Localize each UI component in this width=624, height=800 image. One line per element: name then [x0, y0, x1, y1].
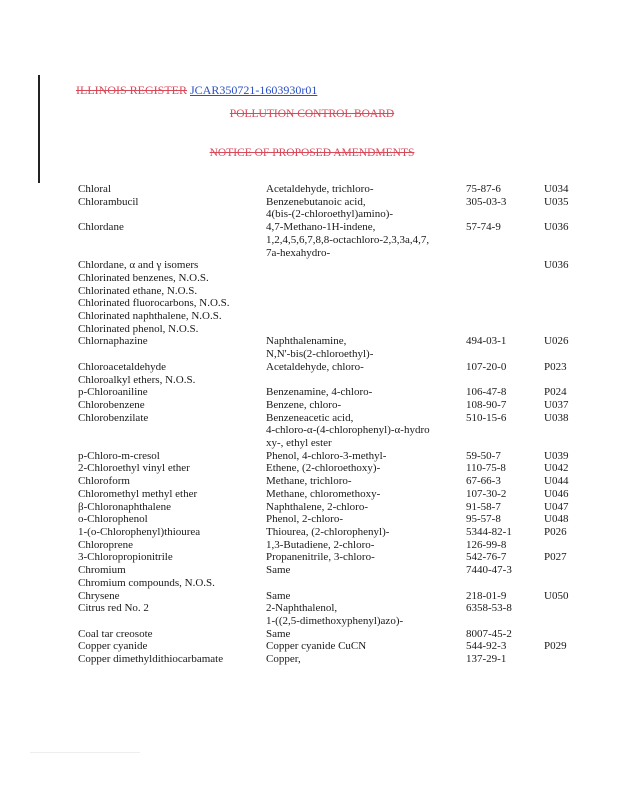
waste-code [544, 247, 584, 260]
register-inserted-text: JCAR350721-1603930r01 [190, 83, 318, 97]
waste-code [544, 297, 584, 310]
waste-code: U044 [544, 475, 569, 488]
cas-number: 5344-82-1 [466, 525, 512, 538]
synonym: Thiourea, (2-chlorophenyl)- [266, 525, 390, 538]
constituent-name: Chlorinated naphthalene, N.O.S. [78, 310, 222, 323]
constituent-name: Chlorinated fluorocarbons, N.O.S. [78, 297, 230, 310]
constituent-name: Chlorinated phenol, N.O.S. [78, 322, 199, 335]
constituent-name: Copper dimethyldithiocarbamate [78, 653, 224, 666]
table-row [78, 208, 584, 221]
synonym: Naphthalenamine, [266, 335, 347, 348]
waste-code: U042 [544, 462, 569, 475]
waste-code: U047 [544, 500, 569, 513]
cas-number: 106-47-8 [466, 386, 507, 399]
waste-code: P029 [544, 640, 567, 653]
waste-code [544, 208, 584, 221]
waste-code [544, 285, 584, 298]
synonym: Same [266, 589, 291, 602]
table-row [78, 424, 584, 437]
table-row [78, 386, 584, 399]
waste-code: U037 [544, 398, 569, 411]
waste-code: P027 [544, 551, 567, 564]
waste-code [544, 310, 584, 323]
synonym: Benzenebutanoic acid, [266, 195, 366, 208]
constituent-name: β-Chloronaphthalene [78, 500, 171, 513]
constituent-name: Chlorambucil [78, 195, 139, 208]
synonym: Benzene, chloro- [266, 398, 342, 411]
table-row [78, 551, 584, 564]
cas-number [466, 247, 544, 260]
board-title: POLLUTION CONTROL BOARD [229, 108, 395, 120]
waste-code [544, 424, 584, 437]
cas-number [466, 285, 544, 298]
table-row [78, 183, 584, 196]
table-row [78, 615, 584, 628]
constituent-name: Chromium compounds, N.O.S. [78, 576, 215, 589]
waste-code: U035 [544, 195, 569, 208]
constituent-name: Chromium [78, 564, 126, 577]
synonym: Naphthalene, 2-chloro- [266, 500, 369, 513]
synonym: Methane, chloromethoxy- [266, 487, 381, 500]
cas-number: 108-90-7 [466, 398, 507, 411]
cas-number: 126-99-8 [466, 538, 507, 551]
constituent-name: o-Chlorophenol [78, 513, 148, 526]
synonym: Phenol, 4-chloro-3-methyl- [266, 449, 387, 462]
waste-code: U036 [544, 259, 569, 272]
synonym: Benzeneacetic acid, [266, 411, 354, 424]
synonym [266, 310, 466, 323]
waste-code: P024 [544, 386, 567, 399]
synonym: xy-, ethyl ester [266, 437, 332, 450]
cas-number: 218-01-9 [466, 589, 507, 602]
constituent-name: Chlorobenzene [78, 398, 145, 411]
table-row [78, 628, 584, 641]
synonym: 1,2,4,5,6,7,8,8-octachloro-2,3,3a,4,7, [266, 233, 430, 246]
cas-number: 305-03-3 [466, 195, 507, 208]
waste-code: U036 [544, 221, 569, 234]
constituent-name [78, 615, 266, 628]
table-row [78, 488, 584, 501]
cas-number: 57-74-9 [466, 221, 501, 234]
table-row [78, 462, 584, 475]
synonym: 4-chloro-α-(4-chlorophenyl)-α-hydro [266, 424, 430, 437]
cas-number: 75-87-6 [466, 183, 501, 195]
cas-number: 107-20-0 [466, 360, 507, 373]
constituent-name: p-Chloroaniline [78, 386, 148, 399]
constituent-name: Chloroform [78, 475, 130, 488]
synonym: Ethene, (2-chloroethoxy)- [266, 462, 381, 475]
constituent-name [78, 208, 266, 221]
cas-number [466, 208, 544, 221]
notice-title: NOTICE OF PROPOSED AMENDMENTS [209, 147, 415, 159]
cas-number: 544-92-3 [466, 640, 507, 653]
table-row [78, 374, 584, 387]
table-row [78, 653, 584, 666]
waste-code [544, 539, 584, 552]
synonym [266, 285, 466, 298]
constituent-name: 3-Chloropropionitrile [78, 551, 173, 564]
waste-code [544, 234, 584, 247]
cas-number: 91-58-7 [466, 500, 501, 513]
cas-number: 6358-53-8 [466, 602, 512, 615]
margin-change-bar [38, 75, 40, 183]
waste-code [544, 374, 584, 387]
waste-code [544, 615, 584, 628]
waste-code: U048 [544, 513, 569, 526]
table-row [78, 501, 584, 514]
cas-number [466, 272, 544, 285]
synonym: Copper cyanide CuCN [266, 640, 367, 653]
cas-number: 107-30-2 [466, 487, 507, 500]
cas-number [466, 577, 544, 590]
constituent-name [78, 247, 266, 260]
table-row [78, 450, 584, 463]
table-row [78, 361, 584, 374]
table-row [78, 437, 584, 450]
cas-number: 7440-47-3 [466, 564, 512, 577]
synonym: Acetaldehyde, chloro- [266, 360, 364, 373]
waste-code: U026 [544, 335, 569, 348]
table-row [78, 602, 584, 615]
waste-code [544, 437, 584, 450]
table-row [78, 221, 584, 234]
table-row [78, 285, 584, 298]
waste-code [544, 348, 584, 361]
constituent-name: Coal tar creosote [78, 627, 153, 640]
waste-code: U046 [544, 487, 569, 500]
table-row [78, 526, 584, 539]
synonym: Propanenitrile, 3-chloro- [266, 551, 375, 564]
constituent-name [78, 234, 266, 247]
synonym [266, 259, 466, 272]
synonym [266, 297, 466, 310]
table-row [78, 412, 584, 425]
cas-number [466, 424, 544, 437]
synonym [266, 323, 466, 336]
constituent-name: p-Chloro-m-cresol [78, 449, 160, 462]
waste-code: U039 [544, 449, 569, 462]
synonym: 2-Naphthalenol, [266, 602, 338, 615]
cas-number [466, 615, 544, 628]
cas-number [466, 437, 544, 450]
cas-number: 137-29-1 [466, 653, 507, 666]
constituent-name: Chlorinated ethane, N.O.S. [78, 284, 198, 297]
synonym: 1-((2,5-dimethoxyphenyl)azo)- [266, 614, 404, 627]
waste-code: P026 [544, 525, 567, 538]
constituent-name: Chlornaphazine [78, 335, 148, 348]
waste-code [544, 323, 584, 336]
table-row [78, 335, 584, 348]
synonym: Same [266, 564, 291, 577]
waste-code [544, 564, 584, 577]
synonym: 7a-hexahydro- [266, 246, 331, 259]
table-row [78, 475, 584, 488]
synonym [266, 374, 466, 387]
cas-number: 542-76-7 [466, 551, 507, 564]
constituent-name: Chloroalkyl ethers, N.O.S. [78, 373, 196, 386]
constituent-name: Copper cyanide [78, 640, 148, 653]
synonym: 4(bis-(2-chloroethyl)amino)- [266, 208, 394, 221]
synonym: N,N'-bis(2-chloroethyl)- [266, 348, 374, 361]
waste-code [544, 628, 584, 641]
cas-number: 67-66-3 [466, 475, 501, 488]
waste-code: U038 [544, 411, 569, 424]
table-row [78, 259, 584, 272]
table-row [78, 234, 584, 247]
constituent-name [78, 348, 266, 361]
table-row [78, 310, 584, 323]
cas-number [466, 234, 544, 247]
footer-rule [30, 752, 140, 753]
cas-number [466, 348, 544, 361]
waste-code [544, 602, 584, 615]
constituent-name: Citrus red No. 2 [78, 602, 149, 615]
table-row [78, 539, 584, 552]
synonym: Acetaldehyde, trichloro- [266, 183, 374, 195]
synonym [266, 577, 466, 590]
waste-code: P023 [544, 360, 567, 373]
cas-number [466, 323, 544, 336]
waste-code: U050 [544, 589, 569, 602]
table-row [78, 323, 584, 336]
table-row [78, 247, 584, 260]
cas-number [466, 297, 544, 310]
constituent-name: Chlordane, α and γ isomers [78, 259, 199, 272]
constituent-name [78, 424, 266, 437]
waste-code [544, 272, 584, 285]
constituent-name: Chloroprene [78, 538, 133, 551]
synonym: Benzenamine, 4-chloro- [266, 386, 373, 399]
constituent-name: Chlordane [78, 221, 124, 234]
constituent-name: Chlorobenzilate [78, 411, 149, 424]
register-header [76, 83, 317, 97]
synonym: Methane, trichloro- [266, 475, 352, 488]
cas-number [466, 259, 544, 272]
register-struck-text: ILLINOIS REGISTER [76, 83, 187, 97]
table-row [78, 348, 584, 361]
synonym: Phenol, 2-chloro- [266, 513, 343, 526]
waste-code [544, 577, 584, 590]
table-row [78, 297, 584, 310]
constituent-name [78, 437, 266, 450]
constituent-name: Chrysene [78, 589, 120, 602]
table-row [78, 640, 584, 653]
synonym: Same [266, 627, 291, 640]
constituent-name: Chloromethyl methyl ether [78, 487, 198, 500]
synonym: Copper, [266, 653, 301, 666]
synonym [266, 272, 466, 285]
hazardous-constituents-table [78, 183, 584, 666]
cas-number: 95-57-8 [466, 513, 501, 526]
constituent-name: Chloroacetaldehyde [78, 360, 166, 373]
constituent-name: Chlorinated benzenes, N.O.S. [78, 271, 209, 284]
cas-number [466, 310, 544, 323]
table-row [78, 513, 584, 526]
table-row [78, 196, 584, 209]
cas-number: 494-03-1 [466, 335, 507, 348]
cas-number: 8007-45-2 [466, 627, 512, 640]
cas-number [466, 374, 544, 387]
cas-number: 110-75-8 [466, 462, 506, 475]
synonym: 4,7-Methano-1H-indene, [266, 221, 376, 234]
table-row [78, 590, 584, 603]
table-row [78, 564, 584, 577]
constituent-name: 2-Chloroethyl vinyl ether [78, 462, 190, 475]
cas-number: 59-50-7 [466, 449, 501, 462]
cas-number: 510-15-6 [466, 411, 507, 424]
table-row [78, 399, 584, 412]
waste-code: U034 [544, 183, 569, 195]
constituent-name: 1-(o-Chlorophenyl)thiourea [78, 525, 201, 538]
constituent-name: Chloral [78, 183, 111, 195]
waste-code [544, 653, 584, 666]
synonym: 1,3-Butadiene, 2-chloro- [266, 538, 375, 551]
table-row [78, 272, 584, 285]
table-row [78, 577, 584, 590]
